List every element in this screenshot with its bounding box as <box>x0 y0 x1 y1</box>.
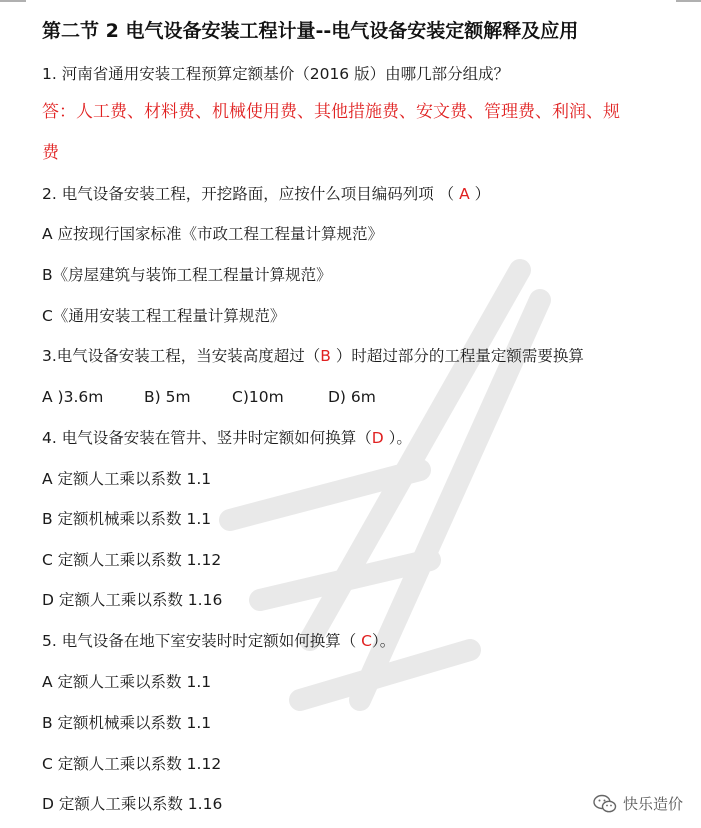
brand-badge <box>593 793 683 814</box>
question-5-option-c: C 定额人工乘以系数 1.12 <box>42 755 222 773</box>
question-4-option-c: C 定额人工乘以系数 1.12 <box>42 551 222 569</box>
question-5-text: 5. 电气设备在地下室安装时时定额如何换算（ <box>42 632 362 650</box>
question-5-answer: C <box>361 632 372 650</box>
question-5-text-end: ）。 <box>371 632 396 650</box>
header-rule-left <box>0 0 26 2</box>
question-4-text: 4. 电气设备安装在管井、竖井时定额如何换算（ <box>42 429 372 447</box>
question-3 <box>42 346 584 366</box>
question-5 <box>42 631 395 651</box>
question-3-option-b: B) 5m <box>144 388 191 406</box>
question-2-option-a: A 应按现行国家标准《市政工程工程量计算规范》 <box>42 225 384 243</box>
question-3-option-d: D) 6m <box>328 388 376 406</box>
question-3-text: 3.电气设备安装工程，当安装高度超过（ <box>42 347 321 365</box>
question-2-option-b: B《房屋建筑与装饰工程工程量计算规范》 <box>42 266 332 284</box>
question-3-option-c: C)10m <box>232 388 284 406</box>
question-4-text-end: ）。 <box>383 429 412 447</box>
question-3-options <box>42 387 376 407</box>
header-rule-right <box>676 0 701 2</box>
question-2-option-c: C《通用安装工程工程量计算规范》 <box>42 307 286 325</box>
question-3-answer: B <box>320 347 331 365</box>
section-title: 第二节 2 电气设备安装工程计量--电气设备安装定额解释及应用 <box>42 20 579 42</box>
question-4-option-a: A 定额人工乘以系数 1.1 <box>42 470 212 488</box>
question-5-option-d: D 定额人工乘以系数 1.16 <box>42 795 223 813</box>
answer-1-line-2: 费 <box>42 143 59 163</box>
brand-name: 快乐造价 <box>622 795 683 813</box>
question-1: 1. 河南省通用安装工程预算定额基价（2016 版）由哪几部分组成？ <box>42 65 510 83</box>
question-4-option-d: D 定额人工乘以系数 1.16 <box>42 591 223 609</box>
wechat-icon <box>593 794 617 814</box>
question-3-text-end: ）时超过部分的工程量定额需要换算 <box>330 347 584 365</box>
question-3-option-a: A )3.6m <box>42 388 104 406</box>
question-4-option-b: B 定额机械乘以系数 1.1 <box>42 510 212 528</box>
question-5-option-a: A 定额人工乘以系数 1.1 <box>42 673 212 691</box>
question-4-answer: D <box>371 429 384 447</box>
question-2-answer: A <box>459 185 470 203</box>
question-5-option-b: B 定额机械乘以系数 1.1 <box>42 714 212 732</box>
question-2-text: 2. 电气设备安装工程，开挖路面，应按什么项目编码列项 （ <box>42 185 460 203</box>
question-2 <box>42 184 490 204</box>
question-4 <box>42 428 412 448</box>
answer-1-line-1: 答：人工费、材料费、机械使用费、其他措施费、安文费、管理费、利润、规 <box>42 102 620 122</box>
question-2-text-end: ） <box>469 185 491 203</box>
